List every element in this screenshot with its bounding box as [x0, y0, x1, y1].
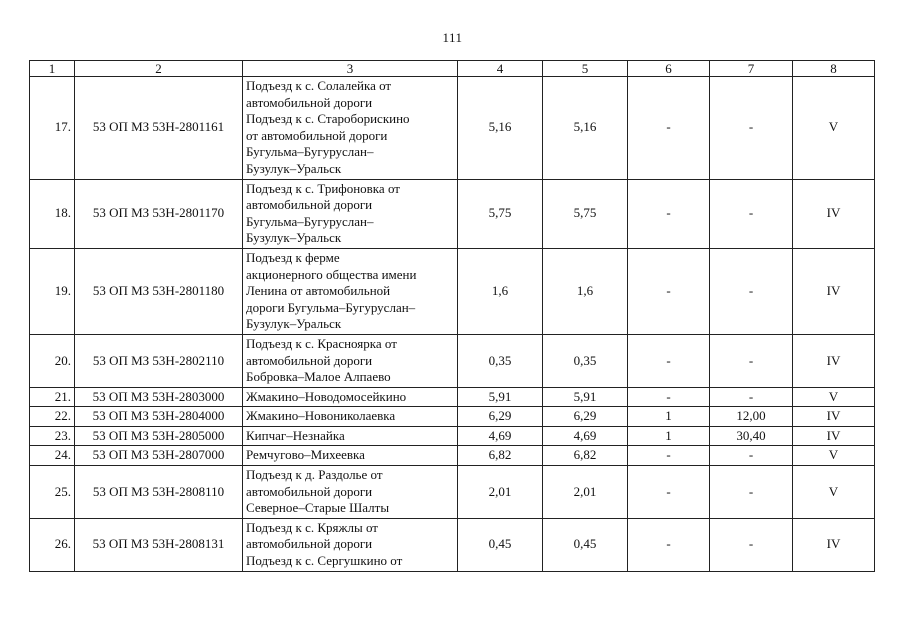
road-name-line: автомобильной дороги — [246, 197, 373, 213]
road-name-line: Бузулук–Уральск — [246, 316, 342, 332]
length-total: 4,69 — [458, 426, 543, 446]
road-name-line: Северное–Старые Шалты — [246, 500, 390, 516]
bridge-count: - — [628, 518, 710, 571]
road-name-line: Бугульма–Бугуруслан– — [246, 213, 374, 229]
row-number: 19. — [30, 248, 75, 334]
column-header-5: 5 — [543, 61, 628, 77]
bridge-length: - — [710, 518, 793, 571]
road-name-line: автомобильной дороги — [246, 94, 373, 110]
row-number: 21. — [30, 387, 75, 407]
road-code: 53 ОП МЗ 53Н-2808131 — [75, 518, 243, 571]
column-header-1: 1 — [30, 61, 75, 77]
bridge-count: - — [628, 334, 710, 387]
length-regional: 6,82 — [543, 446, 628, 466]
row-number: 22. — [30, 407, 75, 427]
row-number: 23. — [30, 426, 75, 446]
road-category: IV — [793, 407, 875, 427]
road-name-line: Подъезд к ферме — [246, 249, 340, 265]
length-regional: 5,16 — [543, 77, 628, 180]
length-regional: 0,35 — [543, 334, 628, 387]
road-name-line: дороги Бугульма–Бугуруслан– — [246, 299, 416, 315]
length-regional: 5,91 — [543, 387, 628, 407]
table-row — [30, 446, 875, 466]
bridge-count: 1 — [628, 426, 710, 446]
road-name — [243, 387, 458, 407]
length-regional: 2,01 — [543, 466, 628, 519]
road-name-line: Подъезд к с. Трифоновка от — [246, 180, 400, 196]
road-code: 53 ОП МЗ 53Н-2801180 — [75, 248, 243, 334]
column-header-7: 7 — [710, 61, 793, 77]
road-code: 53 ОП МЗ 53Н-2804000 — [75, 407, 243, 427]
bridge-length: - — [710, 248, 793, 334]
table-row — [30, 466, 875, 519]
table-row — [30, 248, 875, 334]
column-header-3: 3 — [243, 61, 458, 77]
road-name-line: акционерного общества имени — [246, 266, 417, 282]
road-code: 53 ОП МЗ 53Н-2808110 — [75, 466, 243, 519]
road-name — [243, 334, 458, 387]
road-name-line: Подъезд к с. Сергушкино от — [246, 553, 403, 569]
road-category: V — [793, 446, 875, 466]
table-row — [30, 407, 875, 427]
row-number: 17. — [30, 77, 75, 180]
road-name — [243, 446, 458, 466]
table-body — [30, 77, 875, 572]
table-row — [30, 334, 875, 387]
length-total: 0,45 — [458, 518, 543, 571]
bridge-count: - — [628, 179, 710, 248]
bridge-length: - — [710, 466, 793, 519]
road-name-line: автомобильной дороги — [246, 483, 373, 499]
length-total: 5,91 — [458, 387, 543, 407]
bridge-length: - — [710, 334, 793, 387]
road-name-line: автомобильной дороги — [246, 352, 373, 368]
row-number: 26. — [30, 518, 75, 571]
length-regional: 5,75 — [543, 179, 628, 248]
column-header-4: 4 — [458, 61, 543, 77]
road-name-line: автомобильной дороги — [246, 536, 373, 552]
road-name — [243, 179, 458, 248]
road-name-line: Жмакино–Новониколаевка — [246, 408, 396, 424]
road-name — [243, 518, 458, 571]
road-category: IV — [793, 426, 875, 446]
road-name — [243, 466, 458, 519]
column-header-8: 8 — [793, 61, 875, 77]
length-total: 5,16 — [458, 77, 543, 180]
road-name-line: Подъезд к с. Староборискино — [246, 111, 410, 127]
bridge-length: 30,40 — [710, 426, 793, 446]
road-name-line: Ремчугово–Михеевка — [246, 447, 365, 463]
bridge-length: - — [710, 387, 793, 407]
road-name-line: от автомобильной дороги — [246, 127, 388, 143]
road-name — [243, 426, 458, 446]
road-category: V — [793, 466, 875, 519]
length-total: 6,82 — [458, 446, 543, 466]
road-category: V — [793, 77, 875, 180]
column-header-6: 6 — [628, 61, 710, 77]
road-category: IV — [793, 248, 875, 334]
length-total: 2,01 — [458, 466, 543, 519]
bridge-count: - — [628, 466, 710, 519]
table-row — [30, 518, 875, 571]
road-code: 53 ОП МЗ 53Н-2803000 — [75, 387, 243, 407]
road-name-line: Ленина от автомобильной — [246, 283, 391, 299]
length-regional: 6,29 — [543, 407, 628, 427]
road-name-line: Бузулук–Уральск — [246, 230, 342, 246]
road-name-line: Кипчаг–Незнайка — [246, 427, 345, 443]
road-category: IV — [793, 518, 875, 571]
table-row — [30, 179, 875, 248]
length-total: 6,29 — [458, 407, 543, 427]
bridge-count: - — [628, 387, 710, 407]
road-category: IV — [793, 334, 875, 387]
road-name-line: Подъезд к д. Раздолье от — [246, 467, 383, 483]
header-row — [30, 61, 875, 77]
column-header-2: 2 — [75, 61, 243, 77]
road-name-line: Жмакино–Новодомосейкино — [246, 388, 407, 404]
bridge-count: - — [628, 446, 710, 466]
table-row — [30, 426, 875, 446]
road-category: V — [793, 387, 875, 407]
row-number: 20. — [30, 334, 75, 387]
table-row — [30, 77, 875, 180]
row-number: 18. — [30, 179, 75, 248]
bridge-length: - — [710, 179, 793, 248]
road-code: 53 ОП МЗ 53Н-2801170 — [75, 179, 243, 248]
length-regional: 0,45 — [543, 518, 628, 571]
road-name — [243, 407, 458, 427]
bridge-count: - — [628, 248, 710, 334]
road-code: 53 ОП МЗ 53Н-2805000 — [75, 426, 243, 446]
road-name-line: Подъезд к с. Кряжлы от — [246, 519, 378, 535]
row-number: 24. — [30, 446, 75, 466]
length-regional: 1,6 — [543, 248, 628, 334]
road-name-line: Бобровка–Малое Алпаево — [246, 369, 391, 385]
bridge-count: - — [628, 77, 710, 180]
length-total: 0,35 — [458, 334, 543, 387]
road-category: IV — [793, 179, 875, 248]
road-name-line: Бугульма–Бугуруслан– — [246, 144, 374, 160]
bridge-length: - — [710, 446, 793, 466]
row-number: 25. — [30, 466, 75, 519]
road-name — [243, 77, 458, 180]
roads-table — [29, 60, 875, 572]
length-total: 5,75 — [458, 179, 543, 248]
road-name-line: Подъезд к с. Солалейка от — [246, 78, 392, 93]
page-number: 111 — [442, 30, 463, 45]
road-code: 53 ОП МЗ 53Н-2802110 — [75, 334, 243, 387]
table-header — [30, 61, 875, 77]
road-name-line: Подъезд к с. Красноярка от — [246, 335, 397, 351]
length-total: 1,6 — [458, 248, 543, 334]
road-name-line: Бузулук–Уральск — [246, 160, 342, 176]
road-code: 53 ОП МЗ 53Н-2807000 — [75, 446, 243, 466]
bridge-count: 1 — [628, 407, 710, 427]
road-name — [243, 248, 458, 334]
bridge-length: 12,00 — [710, 407, 793, 427]
road-code: 53 ОП МЗ 53Н-2801161 — [75, 77, 243, 180]
length-regional: 4,69 — [543, 426, 628, 446]
bridge-length: - — [710, 77, 793, 180]
table-row — [30, 387, 875, 407]
